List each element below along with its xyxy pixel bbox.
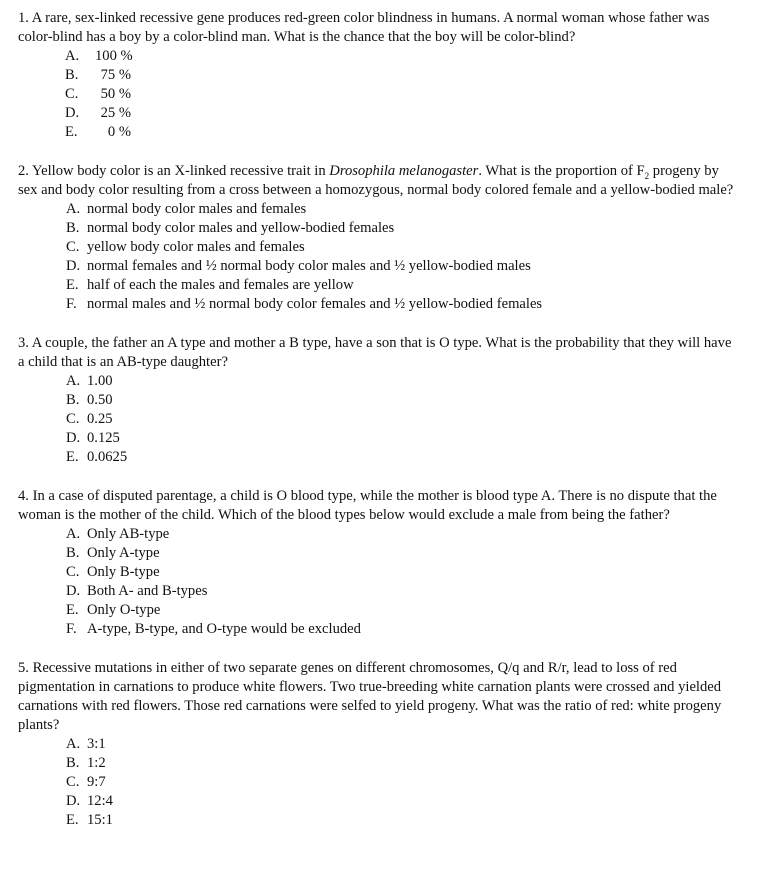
question-1-options xyxy=(18,47,740,142)
option-letter: D. xyxy=(66,258,81,274)
option-text: 25 % xyxy=(100,105,131,121)
spacer xyxy=(18,314,740,334)
option-item xyxy=(18,276,740,295)
option-letter: C. xyxy=(65,86,79,102)
question-2 xyxy=(18,162,740,314)
option-item xyxy=(18,257,740,276)
question-1 xyxy=(18,9,740,142)
question-2-stem-end: progeny by sex and body color resulting from a cross between a homozygous, normal body colored female and a yellow-bodied male? xyxy=(18,163,734,198)
spacer xyxy=(18,639,740,659)
spacer xyxy=(18,467,740,487)
option-text: 12:4 xyxy=(87,793,113,809)
option-letter: F. xyxy=(66,621,77,637)
option-text: Only O-type xyxy=(87,602,161,618)
option-item xyxy=(18,811,740,830)
option-item xyxy=(18,773,740,792)
option-letter: D. xyxy=(66,583,81,599)
option-letter: A. xyxy=(66,526,81,542)
option-letter: B. xyxy=(66,392,80,408)
option-text: half of each the males and females are yellow xyxy=(87,277,354,293)
option-item xyxy=(18,200,740,219)
option-item xyxy=(18,735,740,754)
option-item xyxy=(18,238,740,257)
option-text: Only B-type xyxy=(87,564,160,580)
option-letter: A. xyxy=(66,736,81,752)
option-letter: D. xyxy=(65,105,80,121)
option-item xyxy=(18,601,740,620)
option-letter: D. xyxy=(66,793,81,809)
question-1-stem: 1. A rare, sex-linked recessive gene produces red-green color blindness in humans. A normal woman whose father was color-blind has a boy by a color-blind man. What is the chance that the boy will be color-blind? xyxy=(18,10,710,45)
option-text: 1:2 xyxy=(87,755,106,771)
question-3-stem: 3. A couple, the father an A type and mother a B type, have a son that is O type. What is the probability that they will have a child that is an AB-type daughter? xyxy=(18,335,732,370)
option-text: 15:1 xyxy=(87,812,113,828)
option-item xyxy=(18,85,740,104)
species-name: Drosophila melanogaster xyxy=(329,163,479,179)
spacer xyxy=(18,142,740,162)
option-text: yellow body color males and females xyxy=(87,239,305,255)
question-4-options xyxy=(18,525,740,639)
subscript-generation: 2 xyxy=(644,170,650,181)
option-letter: E. xyxy=(65,124,78,140)
question-2-stem-mid: . What is the proportion of F xyxy=(478,163,645,179)
option-text: 100 % xyxy=(95,48,133,64)
option-text: A-type, B-type, and O-type would be excluded xyxy=(87,621,361,637)
option-item xyxy=(18,429,740,448)
option-text: normal body color males and females xyxy=(87,201,307,217)
option-letter: E. xyxy=(66,812,79,828)
option-letter: B. xyxy=(65,67,79,83)
option-letter: C. xyxy=(66,411,80,427)
option-letter: A. xyxy=(66,373,81,389)
option-letter: A. xyxy=(65,48,80,64)
option-text: normal males and ½ normal body color females and ½ yellow-bodied females xyxy=(87,296,543,312)
option-item xyxy=(18,544,740,563)
option-item xyxy=(18,525,740,544)
option-text: normal females and ½ normal body color males and ½ yellow-bodied males xyxy=(87,258,531,274)
option-item xyxy=(18,104,740,123)
option-letter: B. xyxy=(66,755,80,771)
option-text: 9:7 xyxy=(87,774,106,790)
option-item xyxy=(18,66,740,85)
option-item xyxy=(18,123,740,142)
option-text: 0.0625 xyxy=(87,449,128,465)
option-letter: B. xyxy=(66,545,80,561)
option-item xyxy=(18,563,740,582)
option-letter: C. xyxy=(66,239,80,255)
option-letter: F. xyxy=(66,296,77,312)
option-letter: E. xyxy=(66,277,79,293)
option-item xyxy=(18,792,740,811)
option-item xyxy=(18,372,740,391)
option-letter: C. xyxy=(66,564,80,580)
option-text: 3:1 xyxy=(87,736,106,752)
option-text: 0.125 xyxy=(87,430,120,446)
option-text: 1.00 xyxy=(87,373,113,389)
question-5 xyxy=(18,659,740,830)
option-letter: E. xyxy=(66,602,79,618)
option-item xyxy=(18,391,740,410)
option-text: Only A-type xyxy=(87,545,160,561)
option-text: Only AB-type xyxy=(87,526,170,542)
question-2-stem xyxy=(18,162,740,200)
question-3-options xyxy=(18,372,740,467)
option-letter: A. xyxy=(66,201,81,217)
option-item xyxy=(18,754,740,773)
option-letter: E. xyxy=(66,449,79,465)
question-2-options xyxy=(18,200,740,314)
option-item xyxy=(18,410,740,429)
option-text: 0 % xyxy=(107,124,131,140)
question-5-options xyxy=(18,735,740,830)
option-text: Both A- and B-types xyxy=(87,583,208,599)
option-letter: C. xyxy=(66,774,80,790)
option-item xyxy=(18,620,740,639)
option-text: 50 % xyxy=(100,86,131,102)
option-item xyxy=(18,295,740,314)
question-2-stem-start: 2. Yellow body color is an X-linked recessive trait in xyxy=(18,163,330,179)
option-item xyxy=(18,219,740,238)
question-5-stem: 5. Recessive mutations in either of two separate genes on different chromosomes, Q/q and R/r, lead to loss of red pigmentation in carnations to produce white flowers. Two true-breeding white carnation plants were crossed and yielded carnations with red flowers. Those red carnations were selfed to yield progeny. What was the ratio of red: white progeny plants? xyxy=(18,660,722,733)
option-text: normal body color males and yellow-bodied females xyxy=(87,220,395,236)
option-text: 0.25 xyxy=(87,411,113,427)
option-text: 75 % xyxy=(100,67,131,83)
option-letter: D. xyxy=(66,430,81,446)
option-letter: B. xyxy=(66,220,80,236)
option-text: 0.50 xyxy=(87,392,113,408)
option-item xyxy=(18,47,740,66)
question-4-stem: 4. In a case of disputed parentage, a child is O blood type, while the mother is blood type A. There is no dispute that the woman is the mother of the child. Which of the blood types below would exclude a male from being the father? xyxy=(18,488,717,523)
question-4 xyxy=(18,487,740,639)
option-item xyxy=(18,582,740,601)
option-item xyxy=(18,448,740,467)
question-3 xyxy=(18,334,740,467)
